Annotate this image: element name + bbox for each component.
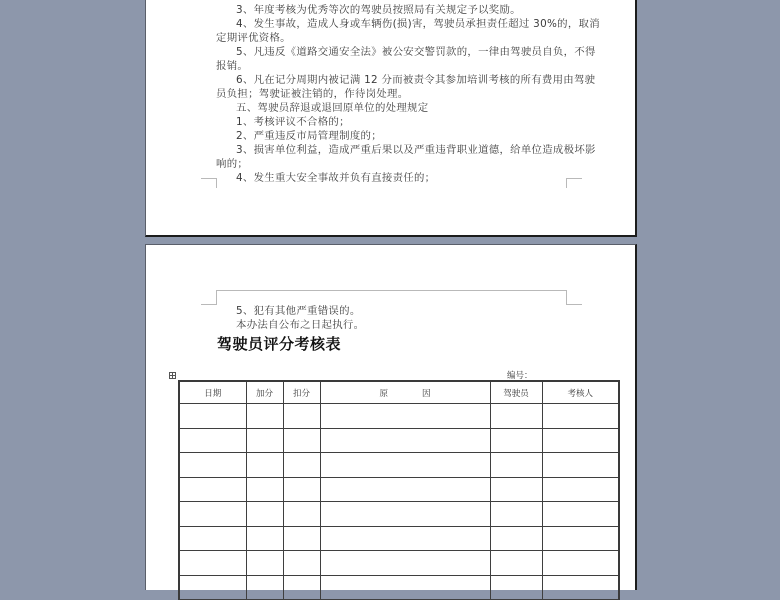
table-move-handle-icon[interactable] [169, 372, 176, 379]
cell-driver[interactable] [490, 575, 542, 600]
cell-assessor[interactable] [542, 575, 619, 600]
cell-add[interactable] [246, 477, 283, 502]
cell-date[interactable] [179, 526, 246, 551]
cell-assessor[interactable] [542, 551, 619, 576]
paragraph-line: 3、年度考核为优秀等次的驾驶员按照局有关规定予以奖励。 [236, 4, 521, 16]
cell-reason[interactable] [320, 428, 490, 453]
cell-add[interactable] [246, 404, 283, 429]
cell-driver[interactable] [490, 551, 542, 576]
header-rule [216, 290, 567, 291]
cell-date[interactable] [179, 404, 246, 429]
table-row [179, 502, 619, 527]
header-deduct: 扣分 [283, 381, 320, 404]
cell-driver[interactable] [490, 453, 542, 478]
list-item: 响的； [216, 158, 249, 170]
table-row [179, 551, 619, 576]
header-reason: 原 因 [320, 381, 490, 404]
cell-deduct[interactable] [283, 526, 320, 551]
cell-driver[interactable] [490, 477, 542, 502]
score-table [178, 380, 620, 600]
cell-reason[interactable] [320, 575, 490, 600]
cell-add[interactable] [246, 502, 283, 527]
cell-driver[interactable] [490, 428, 542, 453]
section-heading: 五、驾驶员辞退或退回原单位的处理规定 [236, 102, 429, 114]
table-row [179, 575, 619, 600]
cell-date[interactable] [179, 575, 246, 600]
crop-mark-bottom-left [201, 178, 217, 188]
cell-add[interactable] [246, 551, 283, 576]
cell-reason[interactable] [320, 551, 490, 576]
list-item: 5、犯有其他严重错误的。 [236, 305, 361, 317]
form-title: 驾驶员评分考核表 [217, 335, 342, 353]
crop-mark-bottom-right [566, 178, 582, 188]
header-crop-mark-right [566, 290, 582, 305]
table-row [179, 428, 619, 453]
paragraph-line: 报销。 [216, 60, 249, 72]
cell-assessor[interactable] [542, 453, 619, 478]
header-driver: 驾驶员 [490, 381, 542, 404]
cell-reason[interactable] [320, 477, 490, 502]
table-row [179, 477, 619, 502]
cell-date[interactable] [179, 428, 246, 453]
cell-add[interactable] [246, 575, 283, 600]
table-row [179, 404, 619, 429]
list-item: 4、发生重大安全事故并负有直接责任的； [236, 172, 436, 184]
cell-deduct[interactable] [283, 477, 320, 502]
cell-date[interactable] [179, 551, 246, 576]
number-label: 编号： [507, 371, 533, 381]
table-row [179, 453, 619, 478]
cell-reason[interactable] [320, 526, 490, 551]
cell-add[interactable] [246, 526, 283, 551]
header-crop-mark-left [201, 290, 217, 305]
table-header-row [179, 381, 619, 404]
cell-assessor[interactable] [542, 428, 619, 453]
cell-assessor[interactable] [542, 404, 619, 429]
paragraph-line: 5、凡违反《道路交通安全法》被公安交警罚款的，一律由驾驶员自负，不得 [236, 46, 596, 58]
cell-date[interactable] [179, 477, 246, 502]
paragraph-line: 本办法自公布之日起执行。 [236, 319, 365, 331]
cell-assessor[interactable] [542, 477, 619, 502]
header-date: 日期 [179, 381, 246, 404]
cell-reason[interactable] [320, 404, 490, 429]
cell-assessor[interactable] [542, 502, 619, 527]
paragraph-line: 员负担；驾驶证被注销的，作待岗处理。 [216, 88, 409, 100]
header-assessor: 考核人 [542, 381, 619, 404]
document-page-2 [145, 244, 637, 590]
cell-deduct[interactable] [283, 551, 320, 576]
cell-add[interactable] [246, 428, 283, 453]
cell-reason[interactable] [320, 502, 490, 527]
paragraph-line: 4、发生事故，造成人身或车辆伤(损)害，驾驶员承担责任超过 30%的，取消 [236, 18, 600, 30]
cell-add[interactable] [246, 453, 283, 478]
list-item: 3、损害单位利益，造成严重后果以及严重违背职业道德，给单位造成极坏影 [236, 144, 596, 156]
document-page-1 [145, 0, 637, 237]
cell-deduct[interactable] [283, 404, 320, 429]
list-item: 1、考核评议不合格的； [236, 116, 350, 128]
header-add: 加分 [246, 381, 283, 404]
cell-driver[interactable] [490, 404, 542, 429]
table-row [179, 526, 619, 551]
paragraph-line: 定期评优资格。 [216, 32, 291, 44]
cell-reason[interactable] [320, 453, 490, 478]
paragraph-line: 6、凡在记分周期内被记满 12 分而被责令其参加培训考核的所有费用由驾驶 [236, 74, 596, 86]
cell-date[interactable] [179, 502, 246, 527]
cell-date[interactable] [179, 453, 246, 478]
cell-deduct[interactable] [283, 575, 320, 600]
cell-deduct[interactable] [283, 502, 320, 527]
cell-driver[interactable] [490, 526, 542, 551]
cell-driver[interactable] [490, 502, 542, 527]
cell-assessor[interactable] [542, 526, 619, 551]
list-item: 2、严重违反市局管理制度的； [236, 130, 382, 142]
cell-deduct[interactable] [283, 428, 320, 453]
cell-deduct[interactable] [283, 453, 320, 478]
